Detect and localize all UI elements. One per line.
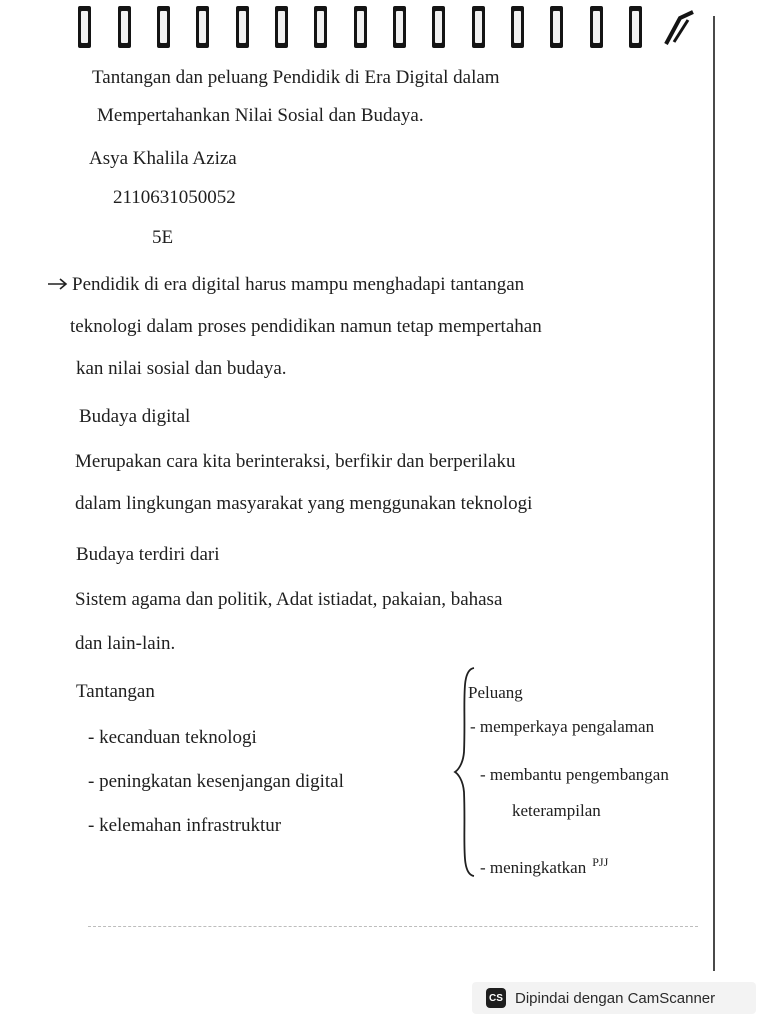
class-code: 5E <box>152 227 174 248</box>
budaya-digital-line-1: Merupakan cara kita berinteraksi, berfikir dan berperilaku <box>75 451 516 472</box>
peluang-item: - memperkaya pengalaman <box>470 717 655 736</box>
peluang-item-text: - meningkatkan <box>480 858 587 877</box>
tantangan-item: - kelemahan infrastruktur <box>88 815 282 836</box>
camscanner-logo-icon: CS <box>486 988 506 1008</box>
budaya-terdiri-line-1: Sistem agama dan politik, Adat istiadat, pakaian, bahasa <box>75 589 503 610</box>
note-title-line-1: Tantangan dan peluang Pendidik di Era Digital dalam <box>92 67 500 88</box>
page-bottom-rule <box>88 926 698 927</box>
budaya-digital-heading: Budaya digital <box>79 406 191 427</box>
binding-hole <box>511 6 524 48</box>
note-title-line-2: Mempertahankan Nilai Sosial dan Budaya. <box>97 105 424 126</box>
binding-hole <box>157 6 170 48</box>
tantangan-item: - kecanduan teknologi <box>88 727 257 748</box>
intro-line-3: kan nilai sosial dan budaya. <box>76 358 287 379</box>
binding-hole <box>354 6 367 48</box>
binding-hole <box>432 6 445 48</box>
intro-line-2: teknologi dalam proses pendidikan namun tetap mempertahan <box>70 316 542 337</box>
binding-hole <box>78 6 91 48</box>
tantangan-item: - peningkatan kesenjangan digital <box>88 771 344 792</box>
binding-hole <box>196 6 209 48</box>
binding-hole <box>550 6 563 48</box>
peluang-item <box>480 852 608 878</box>
camscanner-label: Dipindai dengan CamScanner <box>515 989 716 1007</box>
budaya-terdiri-heading: Budaya terdiri dari <box>76 544 220 565</box>
student-id: 2110631050052 <box>113 187 236 208</box>
binding-hole <box>590 6 603 48</box>
intro-line-1: Pendidik di era digital harus mampu menghadapi tantangan <box>72 274 525 295</box>
tantangan-heading: Tantangan <box>76 681 155 702</box>
binding-hole <box>118 6 131 48</box>
arrow-icon <box>46 277 70 291</box>
binding-hole <box>275 6 288 48</box>
camscanner-badge <box>472 982 756 1014</box>
binding-hole <box>629 6 642 48</box>
binding-hole <box>314 6 327 48</box>
budaya-terdiri-line-2: dan lain-lain. <box>75 633 176 654</box>
binding-hole <box>236 6 249 48</box>
peluang-heading: Peluang <box>468 683 523 702</box>
binding-hole <box>472 6 485 48</box>
author-name: Asya Khalila Aziza <box>89 148 237 169</box>
binding-hook-mark <box>660 8 700 48</box>
peluang-item-continued: keterampilan <box>512 801 601 820</box>
page-margin-line <box>713 16 715 971</box>
budaya-digital-line-2: dalam lingkungan masyarakat yang menggunakan teknologi <box>75 493 533 514</box>
binding-hole <box>393 6 406 48</box>
peluang-note: PJJ <box>592 855 609 869</box>
peluang-item: - membantu pengembangan <box>480 765 669 784</box>
